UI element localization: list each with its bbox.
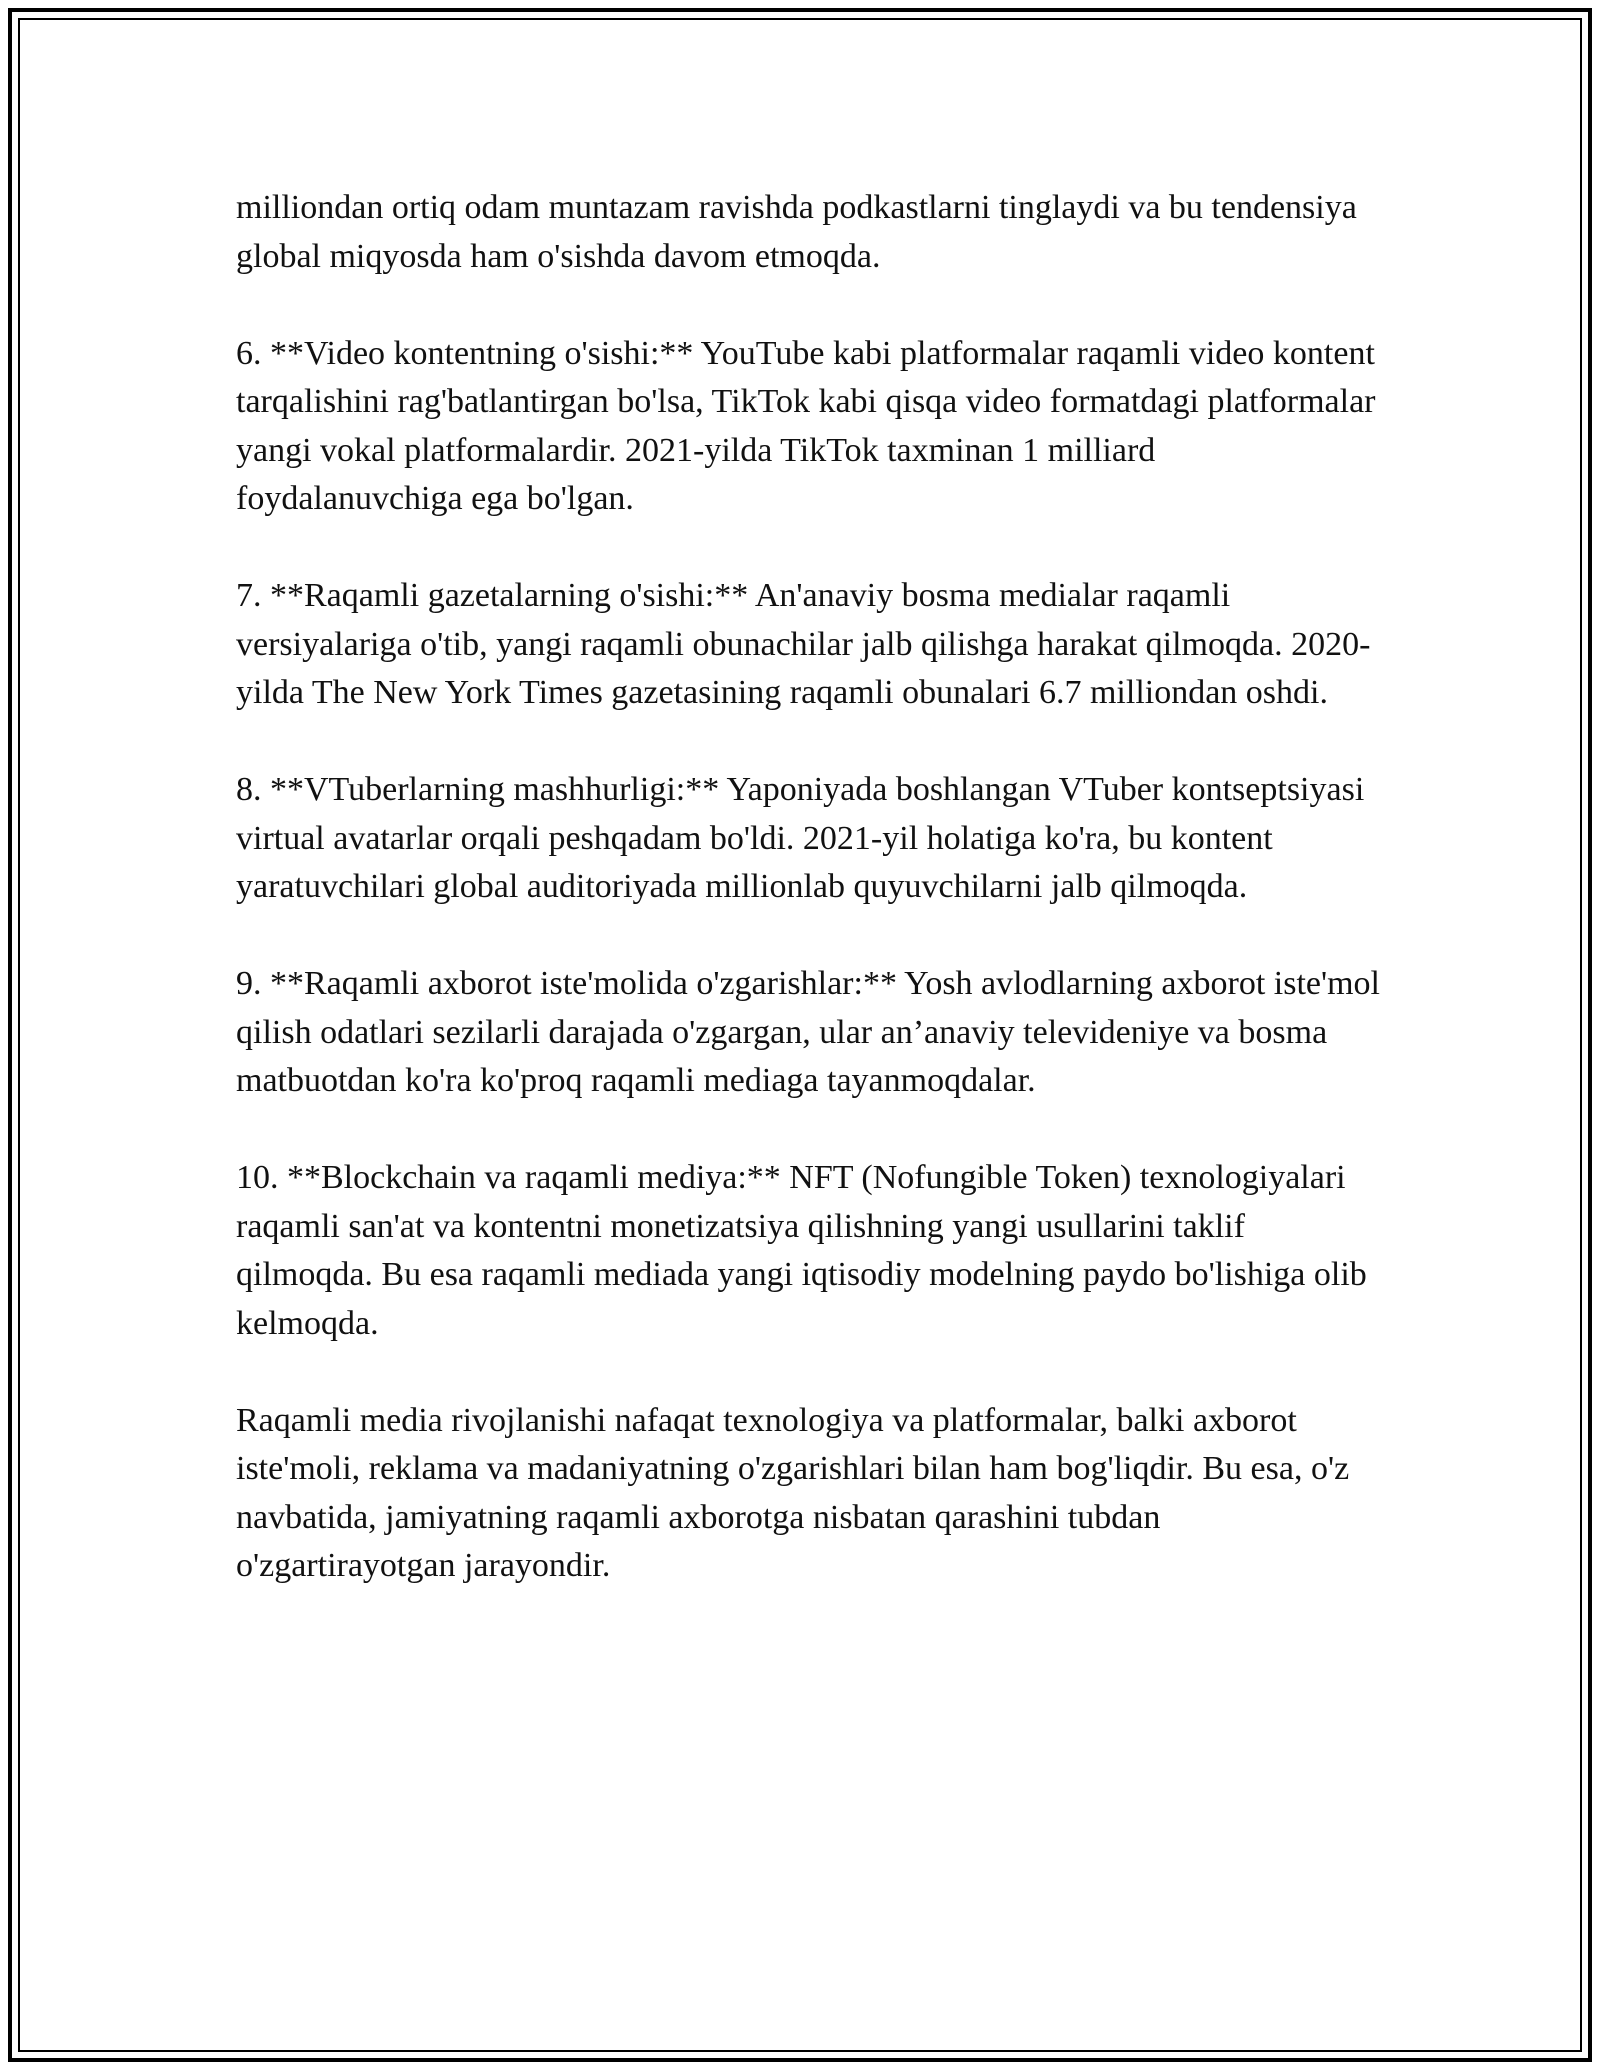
paragraph-item-6: 6. **Video kontentning o'sishi:** YouTube kabi platformalar raqamli video kontent tarqalishini rag'batlantirgan bo'lsa, TikTok kabi qisqa video formatdagi platformalar yangi vokal platformalardir. 2021-yilda TikTok taxminan 1 milliard foydalanuvchiga ega bo'lgan. <box>236 334 1376 517</box>
document-body <box>236 184 1386 1591</box>
paragraph-item-7: 7. **Raqamli gazetalarning o'sishi:** An'anaviy bosma medialar raqamli versiyalariga o'tib, yangi raqamli obunachilar jalb qilishga harakat qilmoqda. 2020-yilda The New York Times gazetasining raqamli obunalari 6.7 milliondan oshdi. <box>236 577 1371 711</box>
paragraph-item-8: 8. **VTuberlarning mashhurligi:** Yaponiyada boshlangan VTuber kontseptsiyasi virtual avatarlar orqali peshqadam bo'ldi. 2021-yil holatiga ko'ra, bu kontent yaratuvchilari global auditoriyada millionlab quyuvchilarni jalb qilmoqda. <box>236 771 1365 905</box>
paragraph-conclusion: Raqamli media rivojlanishi nafaqat texnologiya va platformalar, balki axborot iste'moli, reklama va madaniyatning o'zgarishlari bilan ham bog'liqdir. Bu esa, o'z navbatida, jamiyatning raqamli axborotga nisbatan qarashini tubdan o'zgartirayotgan jarayondir. <box>236 1401 1350 1584</box>
paragraph-item-9: 9. **Raqamli axborot iste'molida o'zgarishlar:** Yosh avlodlarning axborot iste'mol qilish odatlari sezilarli darajada o'zgargan, ular an’anaviy televideniye va bosma matbuotdan ko'ra ko'proq raqamli mediaga tayanmoqdalar. <box>236 965 1380 1099</box>
paragraph-item-10: 10. **Blockchain va raqamli mediya:** NFT (Nofungible Token) texnologiyalari raqamli san'at va kontentni monetizatsiya qilishning yangi usullarini taklif qilmoqda. Bu esa raqamli mediada yangi iqtisodiy modelning paydo bo'lishiga olib kelmoqda. <box>236 1159 1367 1342</box>
paragraph-continuation: milliondan ortiq odam muntazam ravishda podkastlarni tinglaydi va bu tendensiya global miqyosda ham o'sishda davom etmoqda. <box>236 189 1357 275</box>
